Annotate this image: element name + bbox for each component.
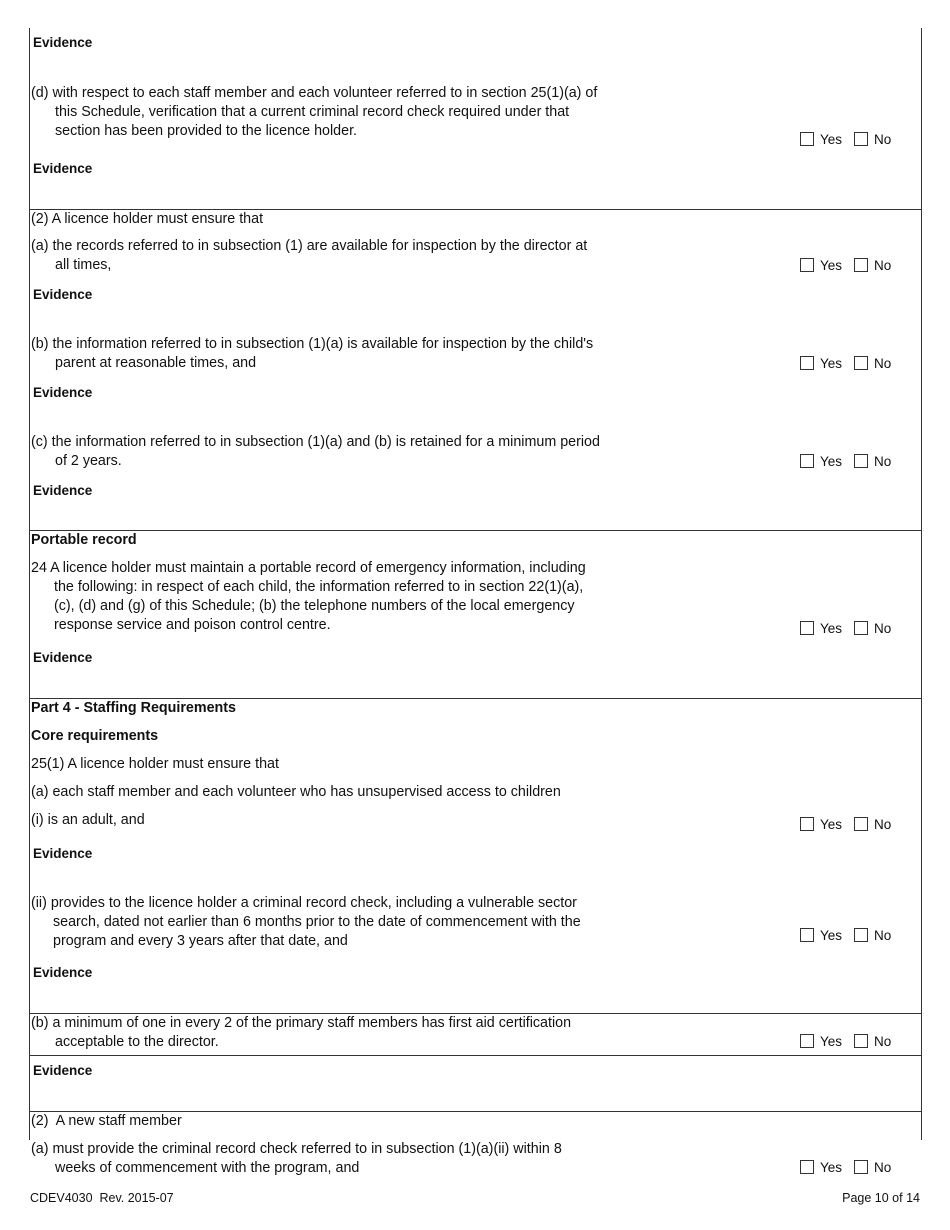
yes-no-group (800, 816, 891, 832)
section-heading: (2) A licence holder must ensure that (31, 211, 264, 227)
page-number: Page 10 of 14 (842, 1191, 920, 1205)
yes-no-group (800, 1159, 891, 1175)
yes-no-group (800, 1033, 891, 1049)
clause-text: acceptable to the director. (55, 1034, 219, 1050)
yes-label: Yes (820, 257, 843, 273)
yes-checkbox[interactable] (800, 817, 814, 831)
yes-checkbox[interactable] (800, 132, 814, 146)
clause-text: (a) each staff member and each volunteer who has unsupervised access to children (31, 784, 561, 800)
clause-text: this Schedule, verification that a current criminal record check required under that (55, 104, 570, 120)
evidence-label: Evidence (33, 650, 93, 665)
section-title: Portable record (31, 532, 137, 548)
no-checkbox[interactable] (854, 817, 868, 831)
right-border (921, 28, 922, 1140)
form-id: CDEV4030 Rev. 2015-07 (30, 1191, 174, 1205)
yes-checkbox[interactable] (800, 454, 814, 468)
yes-label: Yes (820, 355, 843, 371)
yes-checkbox[interactable] (800, 621, 814, 635)
yes-checkbox[interactable] (800, 1034, 814, 1048)
no-checkbox[interactable] (854, 132, 868, 146)
clause-text: search, dated not earlier than 6 months prior to the date of commencement with the (53, 914, 581, 930)
no-checkbox[interactable] (854, 1034, 868, 1048)
no-label: No (874, 257, 892, 273)
clause-text: parent at reasonable times, and (55, 355, 257, 371)
yes-label: Yes (820, 620, 843, 636)
yes-label: Yes (820, 1033, 843, 1049)
clause-text: (b) the information referred to in subsection (1)(a) is available for inspection by the child's (31, 336, 594, 352)
yes-no-group (800, 620, 891, 636)
yes-no-group (800, 355, 891, 371)
no-label: No (874, 1033, 892, 1049)
section-heading: 25(1) A licence holder must ensure that (31, 756, 279, 772)
no-label: No (874, 1159, 892, 1175)
evidence-label: Evidence (33, 965, 93, 980)
clause-text: weeks of commencement with the program, and (55, 1160, 360, 1176)
divider (29, 1055, 922, 1056)
clause-text: of 2 years. (55, 453, 122, 469)
yes-no-group (800, 257, 891, 273)
clause-text: (d) with respect to each staff member and each volunteer referred to in section 25(1)(a) of (31, 85, 598, 101)
no-checkbox[interactable] (854, 356, 868, 370)
clause-text: (i) is an adult, and (31, 812, 145, 828)
clause-text: section has been provided to the licence holder. (55, 123, 358, 139)
no-checkbox[interactable] (854, 454, 868, 468)
no-checkbox[interactable] (854, 621, 868, 635)
yes-no-group (800, 131, 891, 147)
no-label: No (874, 355, 892, 371)
clause-text: all times, (55, 257, 112, 273)
no-label: No (874, 927, 892, 943)
no-checkbox[interactable] (854, 1160, 868, 1174)
no-label: No (874, 620, 892, 636)
evidence-label: Evidence (33, 385, 93, 400)
clause-text: program and every 3 years after that date, and (53, 933, 348, 949)
yes-no-group (800, 927, 891, 943)
clause-text: (ii) provides to the licence holder a criminal record check, including a vulnerable sector (31, 895, 577, 911)
clause-text: (a) must provide the criminal record check referred to in subsection (1)(a)(ii) within 8 (31, 1141, 562, 1157)
clause-text: 24 A licence holder must maintain a portable record of emergency information, including (31, 560, 586, 576)
clause-text: response service and poison control centre. (54, 617, 331, 633)
section-title: Core requirements (31, 728, 159, 744)
evidence-label: Evidence (33, 35, 93, 50)
no-checkbox[interactable] (854, 258, 868, 272)
no-label: No (874, 131, 892, 147)
no-checkbox[interactable] (854, 928, 868, 942)
yes-no-group (800, 453, 891, 469)
yes-label: Yes (820, 1159, 843, 1175)
yes-label: Yes (820, 131, 843, 147)
yes-checkbox[interactable] (800, 928, 814, 942)
yes-checkbox[interactable] (800, 258, 814, 272)
evidence-label: Evidence (33, 161, 93, 176)
section-heading: (2) A new staff member (31, 1113, 182, 1129)
clause-text: (a) the records referred to in subsection (1) are available for inspection by the director at (31, 238, 588, 254)
clause-text: (c), (d) and (g) of this Schedule; (b) the telephone numbers of the local emergency (54, 598, 575, 614)
evidence-label: Evidence (33, 287, 93, 302)
no-label: No (874, 453, 892, 469)
evidence-label: Evidence (33, 483, 93, 498)
clause-text: (b) a minimum of one in every 2 of the primary staff members has first aid certification (31, 1015, 572, 1031)
no-label: No (874, 816, 892, 832)
yes-label: Yes (820, 816, 843, 832)
evidence-label: Evidence (33, 1063, 93, 1078)
clause-text: (c) the information referred to in subsection (1)(a) and (b) is retained for a minimum period (31, 434, 600, 450)
clause-text: the following: in respect of each child, the information referred to in section 22(1)(a), (54, 579, 584, 595)
evidence-label: Evidence (33, 846, 93, 861)
yes-checkbox[interactable] (800, 356, 814, 370)
left-border (29, 28, 30, 1140)
divider (29, 530, 922, 531)
yes-label: Yes (820, 927, 843, 943)
yes-checkbox[interactable] (800, 1160, 814, 1174)
part-title: Part 4 - Staffing Requirements (31, 700, 236, 716)
yes-label: Yes (820, 453, 843, 469)
